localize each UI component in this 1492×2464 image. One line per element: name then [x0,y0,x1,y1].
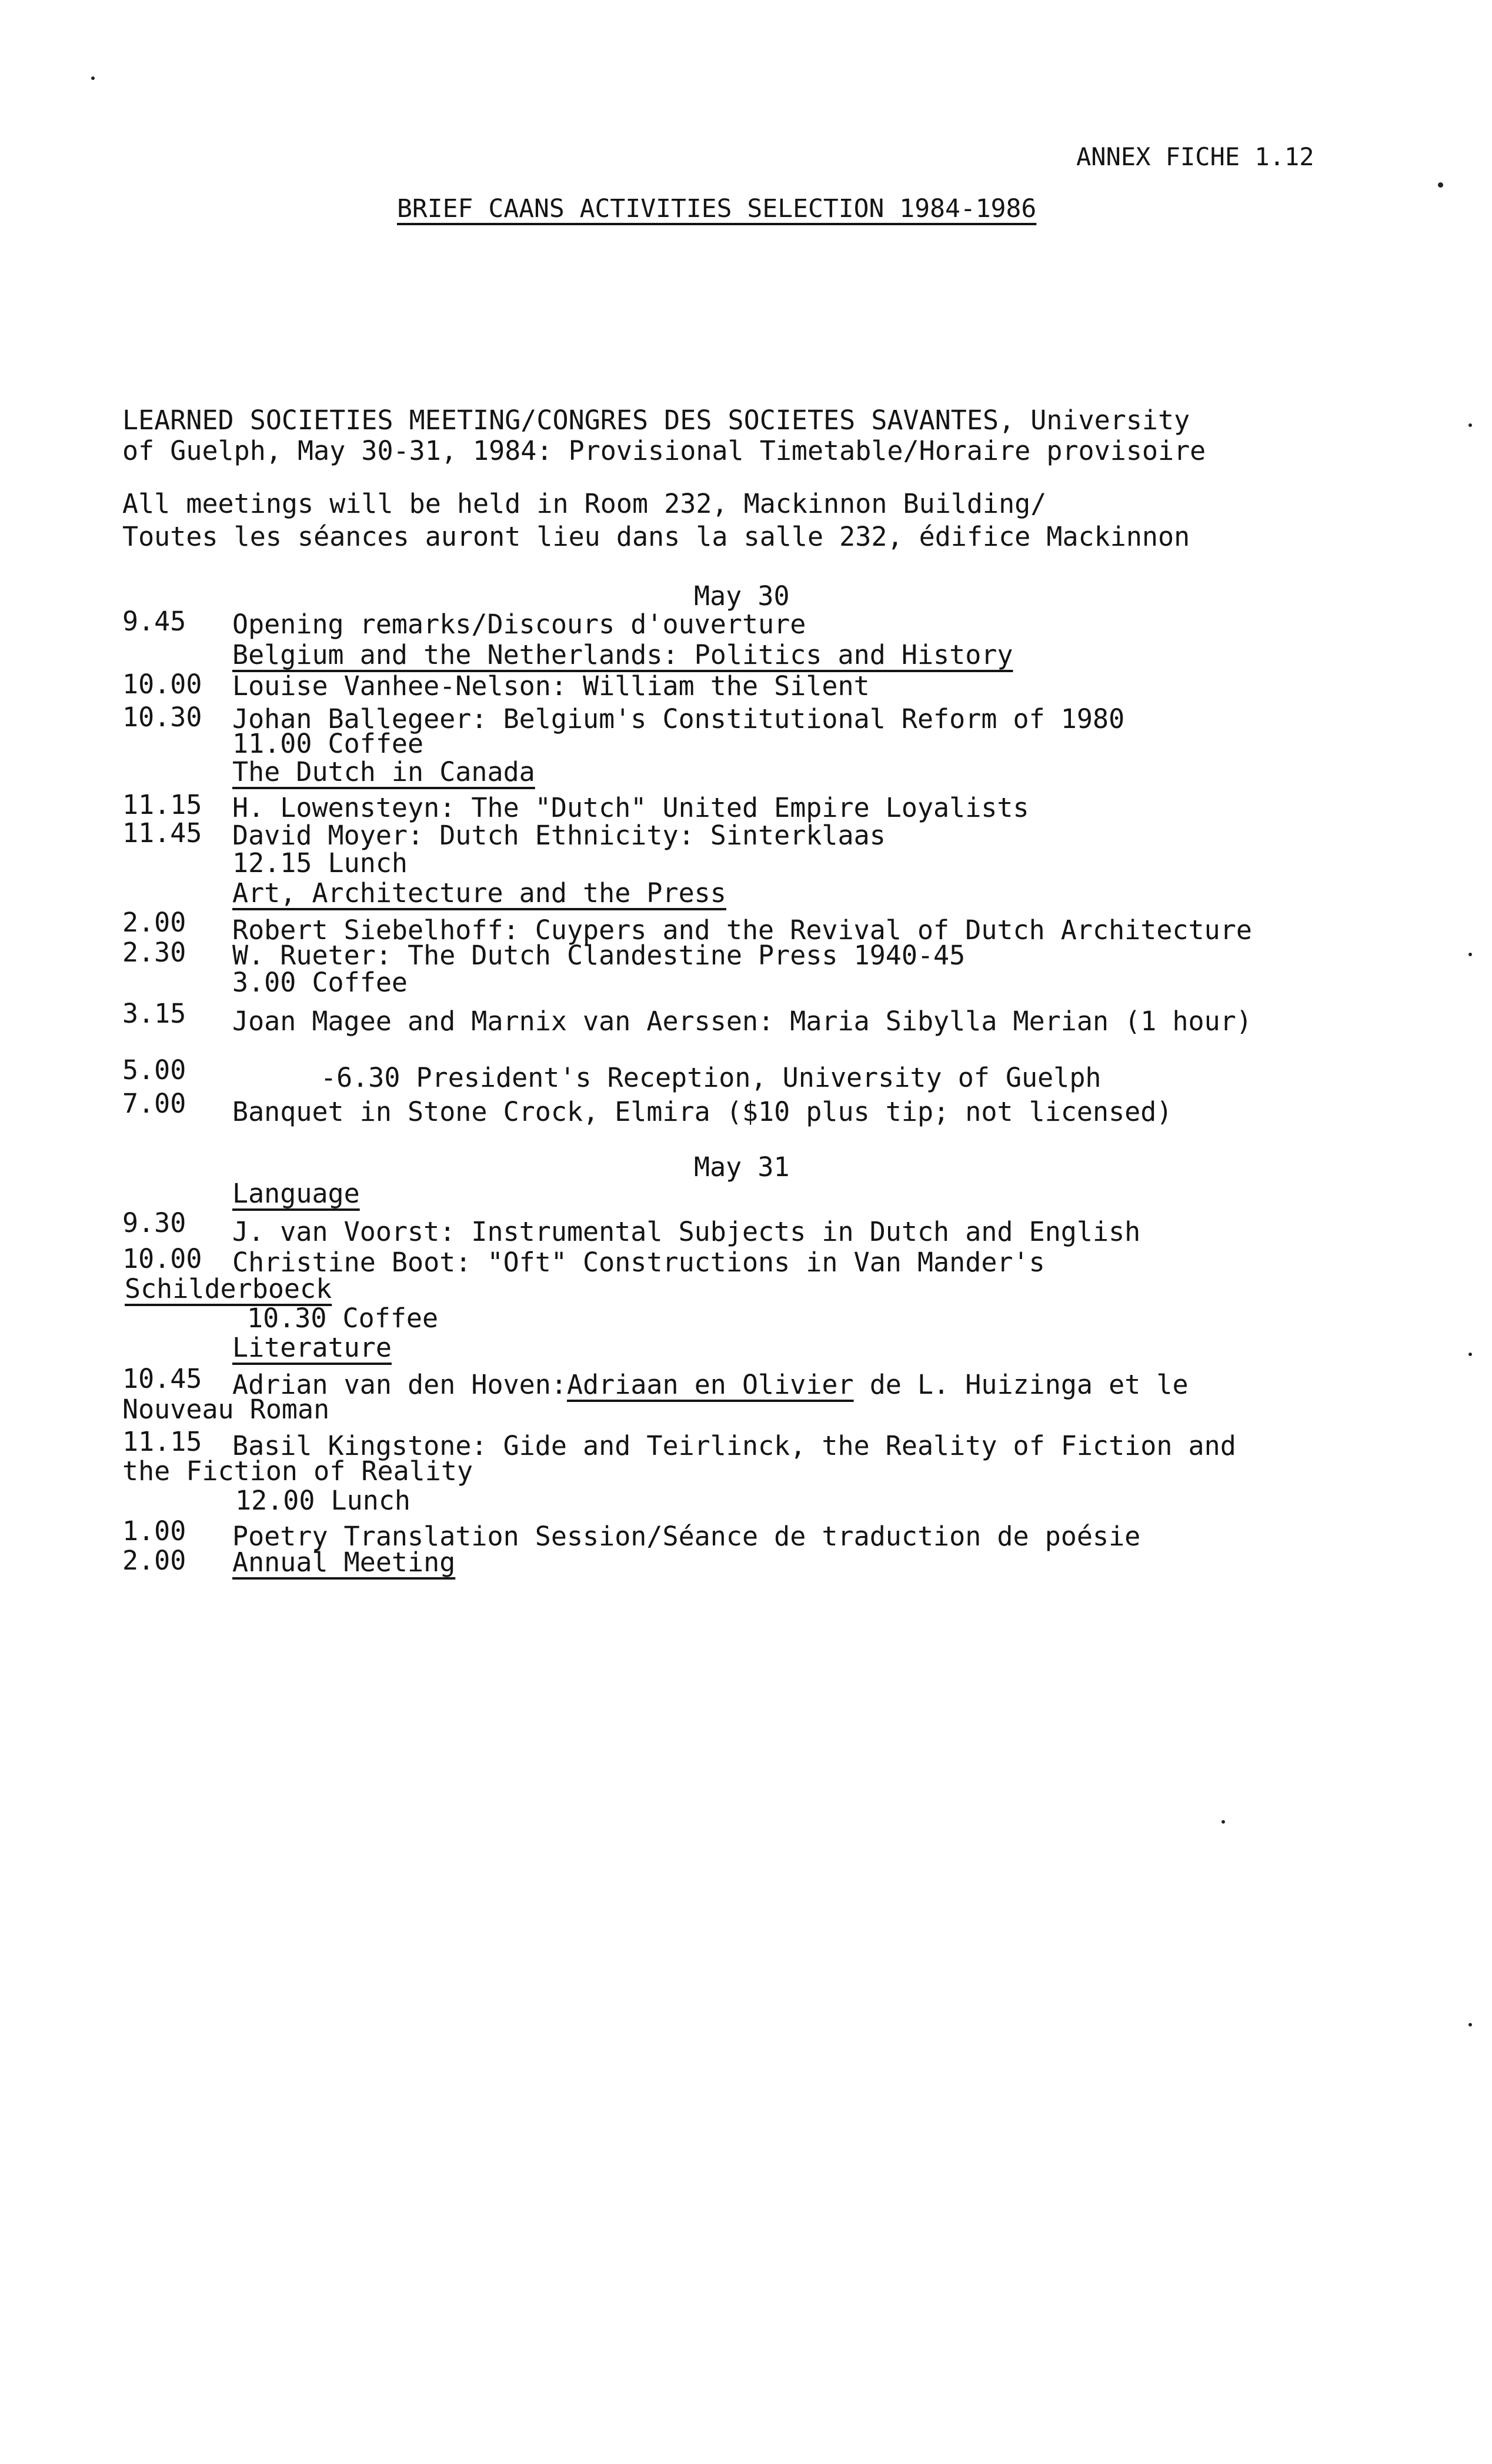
scan-speck [1468,1353,1472,1356]
schedule-item: Joan Magee and Marnix van Aerssen: Maria Sibylla Merian (1 hour) [232,1006,1252,1037]
time-label: 2.00 [122,907,186,938]
time-label: 11.45 [122,817,202,849]
document-title: BRIEF CAANS ACTIVITIES SELECTION 1984-1986 [397,194,1037,223]
break-item: 12.15 Lunch [232,847,408,879]
time-label: 5.00 [122,1054,186,1086]
schedule-item-continuation: the Fiction of Reality [122,1455,473,1487]
schedule-item: David Moyer: Dutch Ethnicity: Sinterklaas [232,820,886,851]
schedule-item: W. Rueter: The Dutch Clandestine Press 1940-45 [232,940,966,971]
intro-line-3: All meetings will be held in Room 232, Mackinnon Building/ [122,488,1047,519]
section-heading: Art, Architecture and the Press [232,877,726,909]
scan-speck [1468,423,1472,427]
break-item: 10.30 Coffee [247,1303,439,1334]
book-title: Adriaan en Olivier [566,1369,854,1400]
schedule-item: -6.30 President's Reception, University of Guelph [321,1062,1102,1093]
day-heading-may-31: May 31 [694,1151,790,1183]
time-label: 1.00 [122,1515,186,1547]
section-heading: Belgium and the Netherlands: Politics and History [232,639,1013,670]
break-item: 3.00 Coffee [232,967,408,998]
schedule-item: Opening remarks/Discours d'ouverture [232,609,806,640]
section-heading: Literature [232,1332,392,1363]
schedule-item: Johan Ballegeer: Belgium's Constitutional Reform of 1980 [232,703,1125,734]
schedule-item: Annual Meeting [232,1547,456,1578]
intro-line-4: Toutes les séances auront lieu dans la salle 232, édifice Mackinnon [122,521,1190,552]
schedule-item: Basil Kingstone: Gide and Teirlinck, the Reality of Fiction and [232,1430,1236,1461]
scan-speck [91,76,95,80]
schedule-item [232,1369,1189,1401]
section-heading: Language [232,1178,360,1209]
scan-speck [1468,2023,1472,2026]
schedule-item: Louise Vanhee-Nelson: William the Silent [232,670,870,702]
time-label: 9.45 [122,606,186,637]
time-label: 2.30 [122,937,186,968]
time-label: 11.15 [122,789,202,820]
schedule-item: Christine Boot: "Oft" Constructions in Van Mander's [232,1247,1045,1278]
break-item: 12.00 Lunch [235,1485,411,1516]
schedule-item: Robert Siebelhoff: Cuypers and the Revival of Dutch Architecture [232,914,1252,946]
time-label: 9.30 [122,1207,186,1238]
schedule-item-suffix: de L. Huizinga et le [853,1369,1189,1400]
section-heading: The Dutch in Canada [232,756,535,787]
schedule-item-prefix: Adrian van den Hoven: [232,1369,567,1400]
time-label: 3.15 [122,998,186,1029]
time-label: 2.00 [122,1545,186,1576]
time-label: 10.45 [122,1363,202,1394]
intro-line-2: of Guelph, May 30-31, 1984: Provisional Timetable/Horaire provisoire [122,435,1206,466]
schedule-item-continuation: Nouveau Roman [122,1394,330,1425]
schedule-item: J. van Voorst: Instrumental Subjects in Dutch and English [232,1216,1141,1247]
schedule-item: Banquet in Stone Crock, Elmira ($10 plus tip; not licensed) [232,1096,1173,1127]
intro-line-1: LEARNED SOCIETIES MEETING/CONGRES DES SOCIETES SAVANTES, University [122,405,1190,436]
time-label: 10.00 [122,669,202,700]
time-label: 7.00 [122,1088,186,1119]
scan-speck [1438,182,1443,188]
day-heading-may-30: May 30 [694,580,790,612]
time-label: 10.30 [122,702,202,733]
break-item: 11.00 Coffee [232,728,424,759]
schedule-item: Poetry Translation Session/Séance de traduction de poésie [232,1521,1141,1552]
scan-speck [1468,953,1472,956]
schedule-item: H. Lowensteyn: The "Dutch" United Empire Loyalists [232,792,1029,823]
time-label: 11.15 [122,1426,202,1457]
scan-speck [1221,1820,1225,1824]
annex-label: ANNEX FICHE 1.12 [1076,142,1314,171]
schedule-item-continuation: Schilderboeck [125,1273,332,1304]
time-label: 10.00 [122,1243,202,1274]
